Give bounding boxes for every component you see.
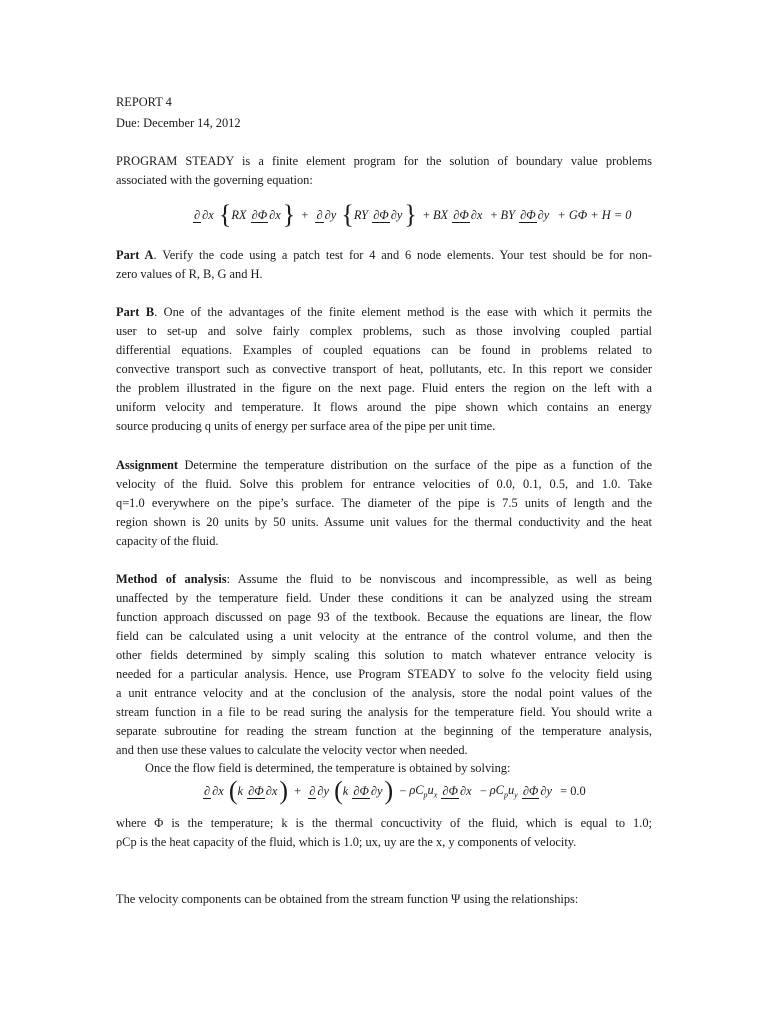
part-b-line-1: Part B. One of the advantages of the finite element method is the ease with which it permits the bbox=[116, 305, 652, 319]
assignment-line-1: Assignment Determine the temperature distribution on the surface of the pipe as a function of the bbox=[116, 458, 652, 472]
assignment-line-3: q=1.0 everywhere on the pipe’s surface. The diameter of the pipe is 7.5 units of length and the bbox=[116, 496, 652, 510]
part-b-line-2: user to set-up and solve fairly complex problems, such as those involving coupled partial bbox=[116, 324, 652, 338]
part-b-line-4: convective transport such as convective transport of heat, pollutants, etc. In this report we consider bbox=[116, 362, 652, 376]
part-a-label: Part A bbox=[116, 248, 154, 262]
governing-equation: ∂ ∂x {RX ∂Φ ∂x} + ∂ ∂y {RY ∂Φ ∂y} + BX ∂Φ ∂x + BY ∂Φ ∂y + GΦ + H = 0 bbox=[194, 200, 632, 229]
report-title: REPORT 4 bbox=[116, 95, 172, 109]
method-line-8: stream function in a file to be read suring the analysis for the temperature field. You should write a bbox=[116, 705, 652, 719]
assignment-line-5: capacity of the fluid. bbox=[116, 534, 219, 548]
method-line-9: separate subroutine for reading the stream function at the beginning of the temperature analysis, bbox=[116, 724, 652, 738]
where-line-1: where Φ is the temperature; k is the thermal concuctivity of the fluid, which is equal to 1.0; bbox=[116, 816, 652, 830]
part-b-line-3: differential equations. Examples of coupled equations can be found in problems related to bbox=[116, 343, 652, 357]
part-b-line-5: the problem illustrated in the figure on the next page. Fluid enters the region on the left with a bbox=[116, 381, 652, 395]
method-line-6: needed for a particular analysis. Hence, use Program STEADY to solve fo the velocity field using bbox=[116, 667, 652, 681]
temperature-equation: ∂ ∂x (k ∂Φ ∂x) + ∂ ∂y (k ∂Φ $\partial y) - \rho C_pu_x$ ∂Φ $\partial x - \rho C_pu_y$ ∂Φ ∂y = 0.0 bbox=[204, 776, 586, 805]
method-line-11: Once the flow field is determined, the temperature is obtained by solving: bbox=[145, 761, 511, 775]
method-line-5: other fields determined by simply scaling this solution to match whatever entrance velocity is bbox=[116, 648, 652, 662]
intro-line-1: PROGRAM STEADY is a finite element program for the solution of boundary value problems bbox=[116, 154, 652, 168]
part-b-label: Part B bbox=[116, 305, 155, 319]
assignment-line-2: velocity of the fluid. Solve this problem for entrance velocities of 0.0, 0.1, 0.5, and 1.0. Take bbox=[116, 477, 652, 491]
closing-line: The velocity components can be obtained from the stream function Ψ using the relationships: bbox=[116, 892, 579, 906]
part-b-line-6: uniform velocity and temperature. It flows around the pipe shown which contains an energy bbox=[116, 400, 652, 414]
assignment-label: Assignment bbox=[116, 458, 178, 472]
part-b-line-7: source producing q units of energy per surface area of the pipe per unit time. bbox=[116, 419, 496, 433]
method-line-3: function approach discussed on page 93 of the textbook. Because the equations are linear, the flow bbox=[116, 610, 652, 624]
where-line-2: ρCp is the heat capacity of the fluid, which is 1.0; ux, uy are the x, y components of velocity. bbox=[116, 835, 577, 849]
due-date: Due: December 14, 2012 bbox=[116, 116, 241, 130]
method-line-2: unaffected by the temperature field. Under these conditions it can be analyzed using the stream bbox=[116, 591, 652, 605]
method-label: Method of analysis bbox=[116, 572, 227, 586]
eq1-d-dx: ∂ ∂x bbox=[194, 207, 214, 222]
assignment-line-4: region shown is 20 units by 50 units. Assume unit values for the thermal conductivity and the heat bbox=[116, 515, 652, 529]
method-line-10: and then use these values to calculate the velocity vector when needed. bbox=[116, 743, 468, 757]
document-page bbox=[116, 0, 652, 1024]
part-a-line-2: zero values of R, B, G and H. bbox=[116, 267, 263, 281]
method-line-1: Method of analysis: Assume the fluid to be nonviscous and incompressible, as well as being bbox=[116, 572, 652, 586]
method-line-4: field can be calculated using a unit velocity at the entrance of the control volume, and then the bbox=[116, 629, 652, 643]
intro-line-2: associated with the governing equation: bbox=[116, 173, 313, 187]
part-a-line-1: Part A. Verify the code using a patch test for 4 and 6 node elements. Your test should be for non- bbox=[116, 248, 652, 262]
method-line-7: a unit entrance velocity and at the conclusion of the analysis, store the nodal point values of the bbox=[116, 686, 652, 700]
